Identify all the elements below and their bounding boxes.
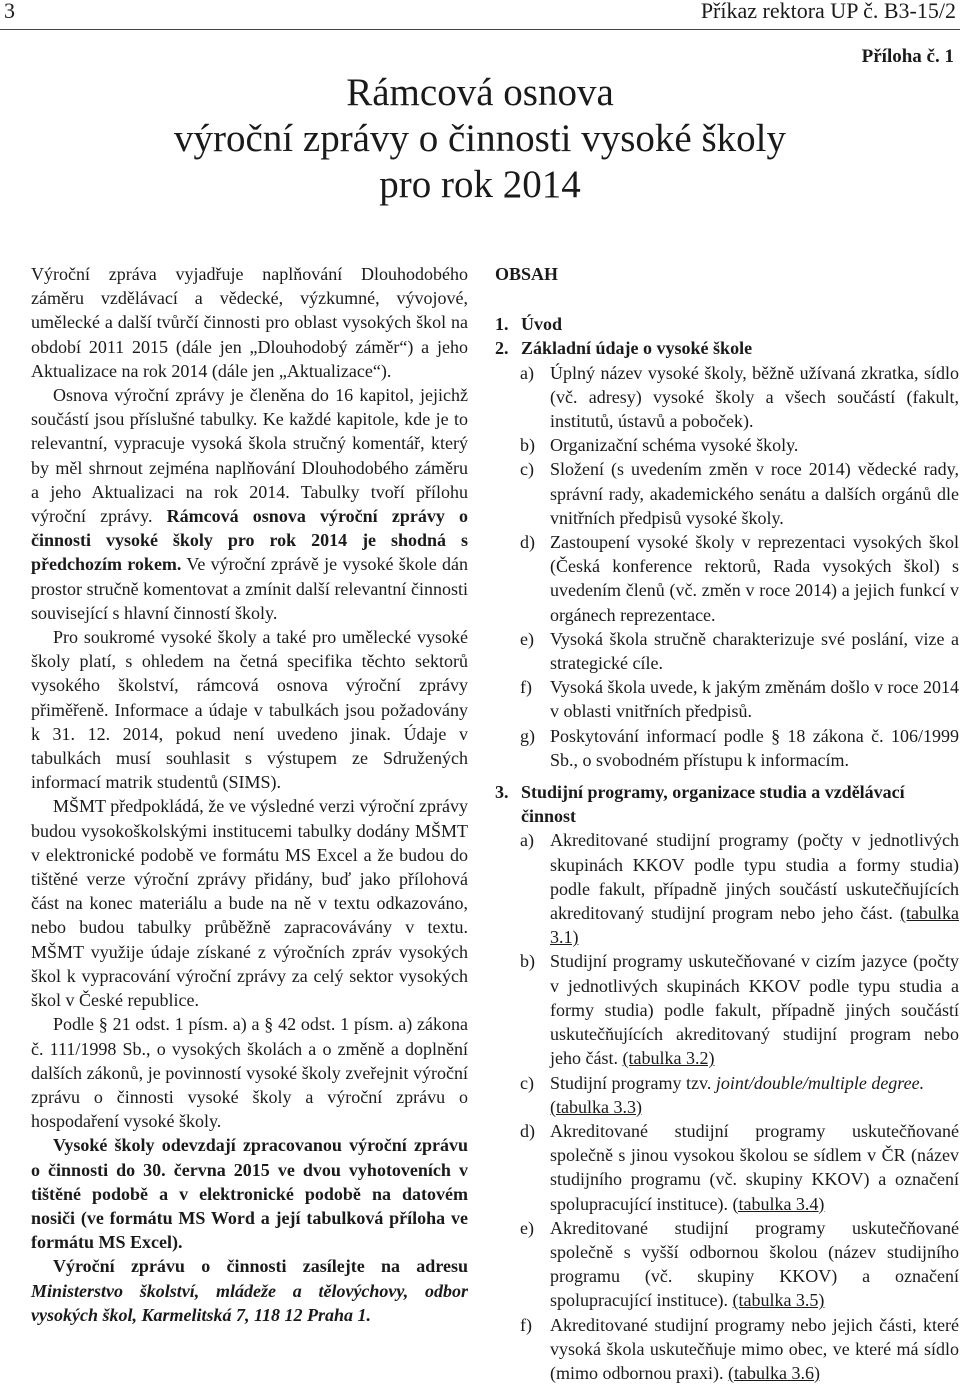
table-ref-3-6[interactable]: (tabulka 3.6) <box>727 1362 820 1383</box>
table-ref-3-1[interactable]: (tabulka 3.1) <box>550 903 959 948</box>
header-rule <box>0 29 960 30</box>
submission-address: Výroční zprávu o činnosti zasílejte na adresu Ministerstvo školství, mládeže a tělovýchovy, odbor vysokých škol, Karmelitská 7, 118 12 Praha 1. <box>31 1256 468 1325</box>
intro-paragraph-1: Výroční zpráva vyjadřuje naplňování Dlouhodobého záměru vzdělávací a vědecké, výzkumné, vývojové, umělecké a další tvůrčí činnosti pro oblast vysokých škol na období 2011 2015 (dále jen „Dlouhodobý záměr“) a jeho Aktualizace na rok 2014 (dále jen „Aktualizace“). <box>31 264 468 381</box>
page-number: 3 <box>4 0 15 23</box>
submission-deadline: Vysoké školy odevzdají zpracovanou výroční zprávu o činnosti do 30. června 2015 ve dvou vyhotoveních v tištěné podobě a v elektronické podobě na datovém nosiči (ve formátu MS Word a její tabulková příloha ve formátu MS Excel). <box>31 1135 468 1253</box>
table-ref-3-2[interactable]: (tabulka 3.2) <box>622 1048 715 1069</box>
table-ref-3-3[interactable]: (tabulka 3.3) <box>550 1096 642 1117</box>
toc-item-3b: b) Studijní programy uskutečňované v cizím jazyce (počty v jednotlivých skupinách KKOV podle typu studia a formy studia) podle fakult, případně jiných součástí uskutečňujících akreditovaný studijní program nebo jeho část. (tabulka 3.2) <box>520 951 959 1069</box>
table-ref-3-4[interactable]: (tabulka 3.4) <box>732 1193 825 1214</box>
toc-item-2a: a) Úplný název vysoké školy, běžně užívaná zkratka, sídlo (vč. adresy) vysoké školy a všech součástí (fakult, institutů, ústavů a poboček). <box>520 362 959 432</box>
toc-section-3: 3. Studijní programy, organizace studia a vzdělávací činnost <box>495 782 905 827</box>
toc-item-3c: c) Studijní programy tzv. joint/double/multiple degree. (tabulka 3.3) <box>520 1072 925 1117</box>
toc-item-2g: g) Poskytování informací podle § 18 zákona č. 106/1999 Sb., o svobodném přístupu k informacím. <box>520 725 959 770</box>
title-line-3: pro rok 2014 <box>379 163 581 206</box>
intro-column <box>31 262 468 1327</box>
toc-heading: OBSAH <box>495 264 559 284</box>
intro-paragraph-2: Osnova výroční zprávy je členěna do 16 kapitol, jejichž součástí jsou příslušné tabulky. Ke každé kapitole, kde je to relevantní, vypracuje vysoká škola stručný komentář, který by měl shrnout zejména naplňování Dlouhodobého záměru a jeho Aktualizaci na rok 2014. Tabulky tvoří přílohu výroční zprávy. Rámcová osnova výroční zprávy o činnosti vysoké školy pro rok 2014 je shodná s předchozím rokem. Ve výroční zprávě je vysoké škole dán prostor stručně komentovat a zmínit další relevantní činnosti související s hlavní činností školy. <box>31 385 468 623</box>
title-line-1: Rámcová osnova <box>346 71 614 114</box>
toc-item-2d: d) Zastoupení vysoké školy v reprezentaci vysokých škol (Česká konference rektorů, Rada vysokých škol) s uvedením členů (vč. změn v roce 2014) a jejich funkcí v orgánech reprezentace. <box>520 532 959 625</box>
toc-item-3d: d) Akreditované studijní programy uskutečňované společně s jinou vysokou školou se sídlem v ČR (název studijního programu (vč. skupiny KKOV) a označení spolupracující instituce). (tabulka 3.4) <box>520 1120 959 1214</box>
toc-item-3a: a) Akreditované studijní programy (počty v jednotlivých skupinách KKOV podle typu studia a formy studia) podle fakult, případně jiných součástí uskutečňujících akreditovaný studijní program nebo jeho část. (tabulka 3.1) <box>520 830 959 948</box>
toc-section-1: 1. Úvod <box>495 314 563 335</box>
page-header <box>0 0 960 28</box>
intro-paragraph-4: MŠMT předpokládá, že ve výsledné verzi výroční zprávy budou vysokoškolskými institucemi tabulky dodány MŠMT v elektronické podobě ve formátu MS Excel a že budou do tištěné verze výroční zprávy přidány, buď jako přílohová část na konec materiálu a bude na ně v textu odkazováno, nebo budou tabulky průběžně zapracovávány v textu. MŠMT využije údaje získané z výročních zpráv vysokých škol k vypracování výroční zprávy za celý sektor vysokých škol v České republice. <box>31 796 468 1011</box>
toc-item-2b: b) Organizační schéma vysoké školy. <box>520 435 799 456</box>
document-reference: Příkaz rektora UP č. B3-15/2 <box>700 0 956 23</box>
framework-note: Rámcová osnova výroční zprávy o činnosti vysoké školy pro rok 2014 je shodná s předchozím rokem. <box>31 506 468 575</box>
toc-item-3f: f) Akreditované studijní programy nebo jejich části, které vysoká škola uskutečňuje mimo obec, ve které má sídlo (mimo odbornou praxi). (tabulka 3.6) <box>520 1314 959 1383</box>
toc-section-2: 2. Základní údaje o vysoké škole <box>495 338 753 359</box>
intro-paragraph-5: Podle § 21 odst. 1 písm. a) a § 42 odst. 1 písm. a) zákona č. 111/1998 Sb., o vysokých školách a o změně a doplnění dalších zákonů, je povinností vysoké školy zveřejnit výroční zprávu o činnosti vysoké školy a výroční zprávu o hospodaření vysoké školy. <box>31 1014 468 1132</box>
toc-item-2e: e) Vysoká škola stručně charakterizuje své poslání, vize a strategické cíle. <box>520 628 959 674</box>
annex-label: Příloha č. 1 <box>861 46 954 67</box>
toc-item-2f: f) Vysoká škola uvede, k jakým změnám došlo v roce 2014 v oblasti vnitřních předpisů. <box>520 677 959 722</box>
toc-item-2c: c) Složení (s uvedením změn v roce 2014) vědecké rady, správní rady, akademického senátu a dalších orgánů dle vnitřních předpisů vysoké školy. <box>520 459 959 528</box>
table-ref-3-5[interactable]: (tabulka 3.5) <box>732 1290 825 1311</box>
title-line-2: výroční zprávy o činnosti vysoké školy <box>174 117 786 160</box>
table-of-contents <box>495 262 959 1385</box>
intro-paragraph-3: Pro soukromé vysoké školy a také pro umělecké vysoké školy platí, s ohledem na četná specifika těchto sektorů vysokého školství, rámcová osnova výroční zprávy přiměřeně. Informace a údaje v tabulkách jsou požadovány k 31. 12. 2014, pokud není uvedeno jinak. Údaje v tabulkách musí souhlasit s výstupem ze Sdružených informací matrik studentů (SIMS). <box>31 627 468 793</box>
toc-item-3e: e) Akreditované studijní programy uskutečňované společně s vyšší odbornou školou (název studijního programu (vč. skupiny KKOV) a označení spolupracující instituce). (tabulka 3.5) <box>520 1217 959 1311</box>
document-title <box>0 70 960 208</box>
